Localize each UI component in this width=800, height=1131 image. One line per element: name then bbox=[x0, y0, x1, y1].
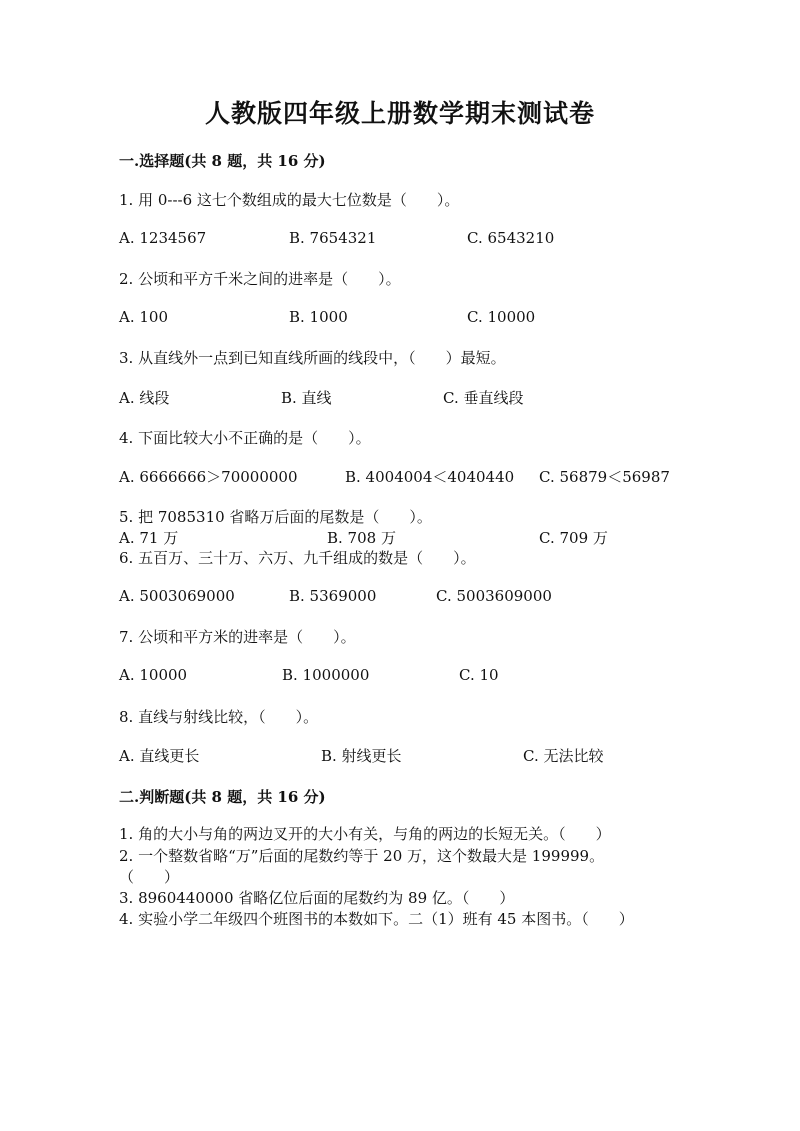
judgment-item-3: 3. 8960440000 省略亿位后面的尾数约为 89 亿。（ ） bbox=[119, 889, 515, 907]
question-7: 7. 公顷和平方米的进率是（ ）。 bbox=[119, 628, 356, 646]
option-3c: C. 垂直线段 bbox=[443, 389, 524, 407]
question-6: 6. 五百万、三十万、六万、九千组成的数是（ ）。 bbox=[119, 549, 476, 567]
question-8: 8. 直线与射线比较，（ ）。 bbox=[119, 708, 319, 726]
option-5a: A. 71 万 bbox=[119, 529, 179, 547]
question-1: 1. 用 0---6 这七个数组成的最大七位数是（ ）。 bbox=[119, 191, 460, 209]
option-5b: B. 708 万 bbox=[327, 529, 396, 547]
option-2c: C. 10000 bbox=[467, 308, 536, 326]
option-8a: A. 直线更长 bbox=[119, 747, 200, 765]
option-7c: C. 10 bbox=[459, 666, 499, 684]
page-title: 人教版四年级上册数学期末测试卷 bbox=[204, 99, 595, 128]
judgment-item-2-blank: （ ） bbox=[119, 868, 180, 886]
question-3: 3. 从直线外一点到已知直线所画的线段中，（ ）最短。 bbox=[119, 349, 506, 367]
option-6a: A. 5003069000 bbox=[119, 587, 235, 605]
question-5: 5. 把 7085310 省略万后面的尾数是（ ）。 bbox=[119, 508, 432, 526]
option-4c: C. 56879＜56987 bbox=[539, 468, 670, 486]
option-1a: A. 1234567 bbox=[119, 229, 207, 247]
option-7a: A. 10000 bbox=[119, 666, 188, 684]
option-1c: C. 6543210 bbox=[467, 229, 555, 247]
question-4: 4. 下面比较大小不正确的是（ ）。 bbox=[119, 429, 371, 447]
question-2: 2. 公顷和平方千米之间的进率是（ ）。 bbox=[119, 270, 401, 288]
judgment-item-2: 2. 一个整数省略“万”后面的尾数约等于 20 万，这个数最大是 199999。 bbox=[119, 847, 605, 865]
option-7b: B. 1000000 bbox=[282, 666, 370, 684]
option-3a: A. 线段 bbox=[119, 389, 170, 407]
option-1b: B. 7654321 bbox=[289, 229, 377, 247]
option-8b: B. 射线更长 bbox=[321, 747, 402, 765]
option-4b: B. 4004004＜4040440 bbox=[345, 468, 515, 486]
option-3b: B. 直线 bbox=[281, 389, 332, 407]
option-8c: C. 无法比较 bbox=[523, 747, 604, 765]
section-heading-judgment: 二.判断题(共 8 题，共 16 分) bbox=[119, 788, 326, 806]
option-6c: C. 5003609000 bbox=[436, 587, 552, 605]
judgment-item-1: 1. 角的大小与角的两边叉开的大小有关，与角的两边的长短无关。（ ） bbox=[119, 825, 611, 843]
section-heading-choice: 一.选择题(共 8 题，共 16 分) bbox=[119, 152, 326, 170]
option-4a: A. 6666666＞70000000 bbox=[119, 468, 298, 486]
option-6b: B. 5369000 bbox=[289, 587, 377, 605]
option-2b: B. 1000 bbox=[289, 308, 348, 326]
option-2a: A. 100 bbox=[119, 308, 168, 326]
option-5c: C. 709 万 bbox=[539, 529, 608, 547]
judgment-item-4: 4. 实验小学二年级四个班图书的本数如下。二（1）班有 45 本图书。（ ） bbox=[119, 910, 634, 928]
